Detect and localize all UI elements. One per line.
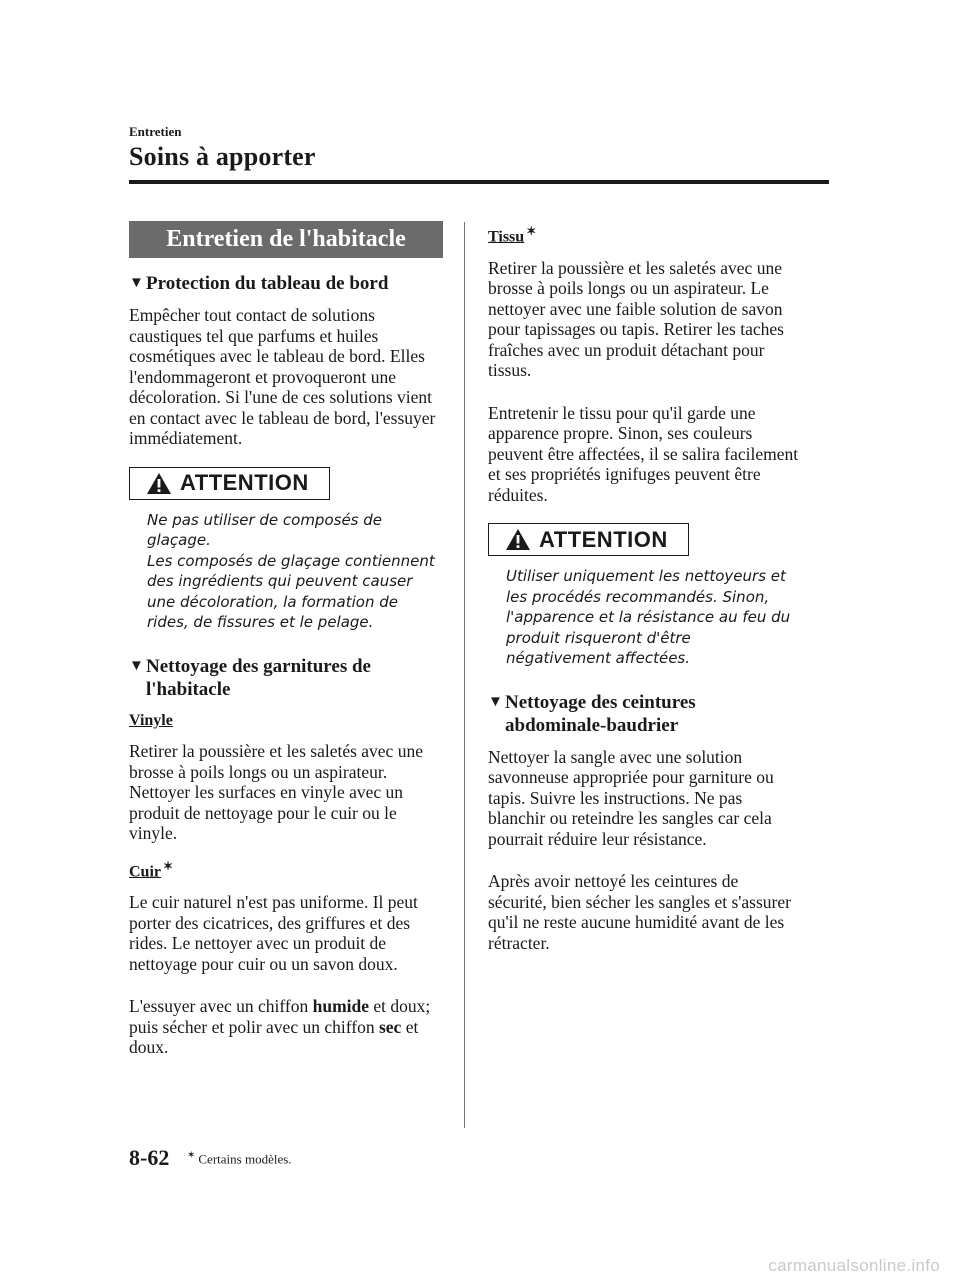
section-banner: Entretien de l'habitacle: [129, 221, 443, 258]
wipe-paragraph: [129, 996, 443, 1058]
attention-line: des ingrédients qui peuvent causer: [147, 572, 413, 590]
asterisk-icon: ✶: [163, 858, 174, 873]
leather-title-text: Cuir: [129, 862, 161, 880]
wipe-text: L'essuyer avec un chiffon: [129, 996, 309, 1017]
triangle-bullet-icon: ▼: [129, 657, 144, 674]
fabric-title-text: Tissu: [488, 228, 525, 246]
page-title: Soins à apporter: [129, 142, 316, 171]
header-rule: [129, 180, 829, 184]
attention-line: rides, de fissures et le pelage.: [147, 613, 374, 631]
attention-line: négativement affectées.: [506, 649, 691, 668]
attention-label: ATTENTION: [539, 526, 668, 552]
belts-paragraph-1: Nettoyer la sangle avec une solution savonneuse appropriée pour garniture ou tapis. Suivre les instructions. Ne pas blanchir ou reteindre les sangles car cela pourrait réduire leur résistance.: [488, 746, 774, 849]
dashboard-paragraph: Empêcher tout contact de solutions caustiques tel que parfums et huiles cosmétiques avec le tableau de bord. Elles l'endommageront et provoqueront une décoloration. Si l'une de ces solutions vient en contact avec le tableau de bord, l'essuyer immédiatement.: [129, 305, 436, 448]
page-number: 8-62: [129, 1145, 170, 1170]
dashboard-heading: [129, 272, 443, 295]
attention-line: les procédés recommandés. Sinon,: [506, 587, 770, 606]
belts-paragraph-2: Après avoir nettoyé les ceintures de sécurité, bien sécher les sangles et s'assurer qu'il ne reste aucune humidité avant de les rétracter.: [488, 871, 791, 953]
footnote-text: Certains modèles.: [198, 1151, 292, 1167]
warning-icon: [505, 528, 531, 551]
right-column: [488, 221, 800, 965]
dashboard-heading-text: Protection du tableau de bord: [146, 273, 389, 294]
attention-line: Utiliser uniquement les nettoyeurs et: [506, 567, 786, 586]
asterisk-icon: ✶: [526, 224, 537, 238]
wipe-dry: sec: [378, 1016, 402, 1037]
attention-text: [129, 510, 443, 633]
triangle-bullet-icon: ▼: [488, 693, 503, 710]
vinyl-paragraph: Retirer la poussière et les saletés avec une brosse à poils longs ou un aspirateur. Nettoyer les surfaces en vinyle avec un produit de nettoyage pour le cuir ou le vinyle.: [129, 741, 423, 843]
attention-box: [488, 523, 689, 556]
triangle-bullet-icon: ▼: [129, 275, 144, 291]
wipe-text: et doux; puis sécher et polir avec un chiffon: [129, 996, 431, 1037]
fabric-paragraph-2: Entretenir le tissu pour qu'il garde une apparence propre. Sinon, ses couleurs peuvent être affectées, il se salira facilement et ses propriétés ignifuges peuvent être réduites.: [488, 402, 799, 505]
attention-line: glaçage.: [147, 531, 211, 549]
vinyl-title: Vinyle: [129, 711, 173, 729]
fabric-paragraph-1: Retirer la poussière et les saletés avec une brosse à poils longs ou un aspirateur. Le nettoyer avec une faible solution de savon pour tapissages ou tapis. Retirer les taches fraîches avec un produit détachant pour tissus.: [488, 257, 784, 381]
trim-heading: [129, 655, 443, 701]
left-column: [129, 221, 443, 1070]
wipe-text: et doux.: [129, 1016, 419, 1058]
belts-heading-text: Nettoyage des ceintures abdominale-baudrier: [505, 691, 696, 736]
attention-line: Les composés de glaçage contiennent: [147, 551, 435, 570]
asterisk-icon: ✶: [187, 1150, 196, 1161]
leather-paragraph: Le cuir naturel n'est pas uniforme. Il peut porter des cicatrices, des griffures et des rides. Le nettoyer avec un produit de nettoyage pour cuir ou un savon doux.: [129, 892, 418, 974]
attention-line: l'apparence et la résistance au feu du: [506, 608, 791, 627]
attention-line: Ne pas utiliser de composés de: [147, 510, 383, 529]
attention-box: [129, 467, 330, 500]
watermark: carmanualsonline.info: [768, 1256, 940, 1275]
attention-text: [488, 566, 800, 669]
attention-line: produit risqueront d'être: [506, 628, 691, 647]
attention-label: ATTENTION: [180, 469, 309, 495]
warning-icon: [146, 472, 172, 495]
attention-line: une décoloration, la formation de: [147, 592, 398, 611]
wipe-humid: humide: [312, 996, 370, 1017]
leather-title: [129, 856, 443, 883]
belts-heading: [488, 691, 800, 737]
trim-heading-text: Nettoyage des garnitures de l'habitacle: [146, 655, 371, 700]
column-divider: [464, 222, 465, 1128]
footnote: [187, 1150, 292, 1167]
fabric-title: [488, 221, 800, 248]
header-category: Entretien: [129, 124, 182, 139]
